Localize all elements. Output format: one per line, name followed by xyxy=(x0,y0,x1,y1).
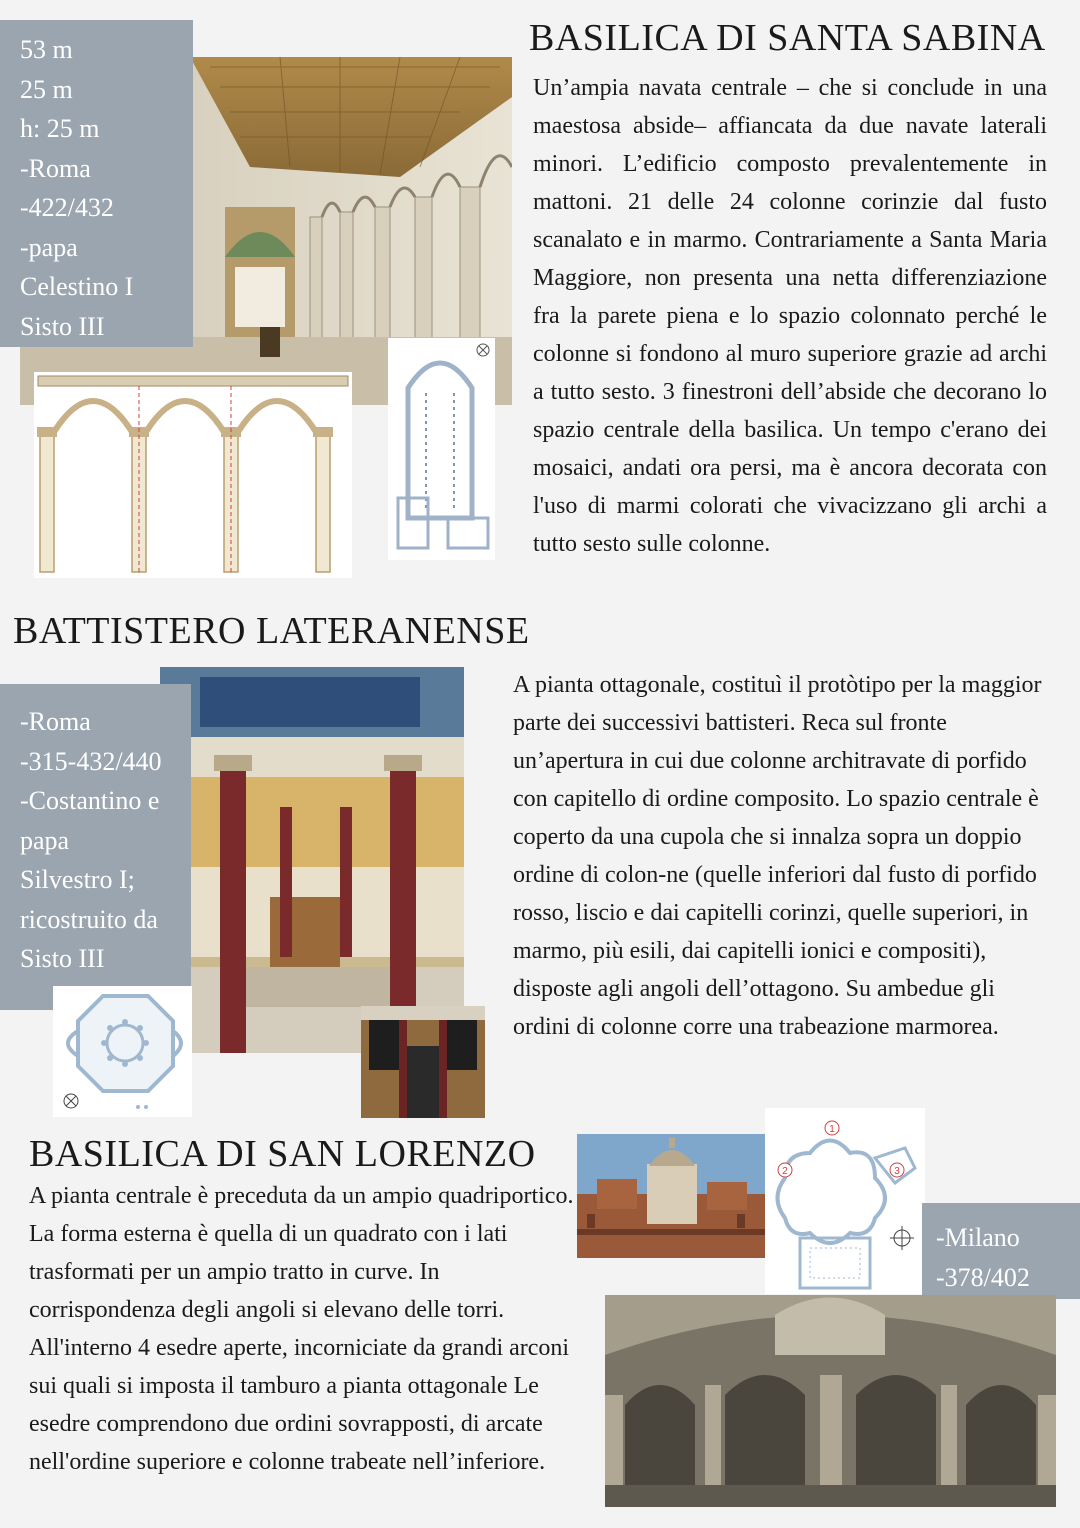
fact-patron-2: papa xyxy=(20,825,70,855)
fact-rebuilt: ricostruito da xyxy=(20,904,158,934)
fact-rebuilt-by: Sisto III xyxy=(20,944,105,973)
battistero-title: BATTISTERO LATERANENSE xyxy=(13,610,530,652)
santa-sabina-floor-plan xyxy=(388,338,495,560)
san-lorenzo-floor-plan xyxy=(765,1108,925,1294)
fact-height: h: 25 m xyxy=(20,114,100,143)
fact-patron-1: -papa xyxy=(20,232,78,262)
santa-sabina-colonnade-elevation xyxy=(34,372,352,578)
fact-location: -Roma xyxy=(20,707,91,736)
fact-patron-3: Silvestro I; xyxy=(20,865,135,894)
fact-patron-3: Sisto III xyxy=(20,311,105,341)
fact-dates: -315-432/440 xyxy=(20,746,162,776)
plan-label-3: 3 xyxy=(894,1166,900,1177)
plan-label-2: 2 xyxy=(782,1166,788,1177)
fact-width: 25 m xyxy=(20,74,73,104)
fact-dates: -378/402 xyxy=(936,1262,1030,1292)
battistero-interior-photo xyxy=(160,667,464,1053)
fact-patron-2: Celestino I xyxy=(20,272,134,301)
santa-sabina-title: BASILICA DI SANTA SABINA xyxy=(529,17,1046,59)
plan-label-1: 1 xyxy=(829,1124,835,1135)
battistero-entrance-photo xyxy=(361,1006,485,1118)
battistero-facts-box xyxy=(0,684,191,1010)
fact-length: 53 m xyxy=(20,35,73,64)
fact-dates: -422/432 xyxy=(20,193,114,222)
battistero-description: A pianta ottagonale, costituì il protòtipo per la maggior parte dei successivi battisteri. Reca sul fronte un’apertura in cui due colonne architravate di porfido con capitello di ordine composito. Lo spazio centrale è coperto da una cupola che si innalza sopra un doppio ordine di colon-ne (quelle inferiori dal fusto di porfido rosso, liscio e dai capitelli corinzi, quelle superiori, in marmo, più esili, dai capitelli ionici e compositi), disposte agli angoli dell’ottagono. Su ambedue gli ordini di colonne corre una trabeazione marmorea. xyxy=(513,672,1042,1040)
san-lorenzo-facts-box xyxy=(922,1203,1080,1299)
fact-patron-1: -Costantino e xyxy=(20,786,160,815)
san-lorenzo-interior-photo xyxy=(605,1295,1056,1507)
battistero-octagonal-plan xyxy=(53,986,192,1117)
fact-location: -Roma xyxy=(20,153,91,183)
fact-location: -Milano xyxy=(936,1223,1020,1252)
san-lorenzo-description: A pianta centrale è preceduta da un ampio quadriportico. La forma esterna è quella di un quadrato con i lati trasformati per un ampio tratto in curve. In corrispondenza degli angoli si elevano delle torri. All'interno 4 esedre aperte, incorniciate da grandi arconi sui quali si imposta il tamburo a pianta ottagonale Le esedre comprendono due ordini sovrapposti, di arcate nell'ordine superiore e colonne trabeate nell’inferiore. xyxy=(29,1183,574,1475)
san-lorenzo-title: BASILICA DI SAN LORENZO xyxy=(29,1133,536,1175)
san-lorenzo-exterior-photo xyxy=(577,1134,765,1258)
santa-sabina-description: Un’ampia navata centrale – che si conclude in una maestosa abside– affiancata da due navate laterali minori. L’edificio composto prevalentemente in mattoni. 21 delle 24 colonne corinzie dal fusto scanalato e in marmo. Contrariamente a Santa Maria Maggiore, non presenta una netta differenziazione fra la parete piena e lo spazio colonnato perché le colonne si fondono al muro superiore grazie ad archi a tutto sesto. 3 finestroni dell’abside che decorano lo spazio centrale della basilica. Un tempo c'erano dei mosaici, andati ora persi, ma è ancora decorata con l'uso di marmi colorati che vivacizzano gli archi a tutto sesto sulle colonne. xyxy=(533,75,1047,557)
santa-sabina-facts-box xyxy=(0,20,193,347)
